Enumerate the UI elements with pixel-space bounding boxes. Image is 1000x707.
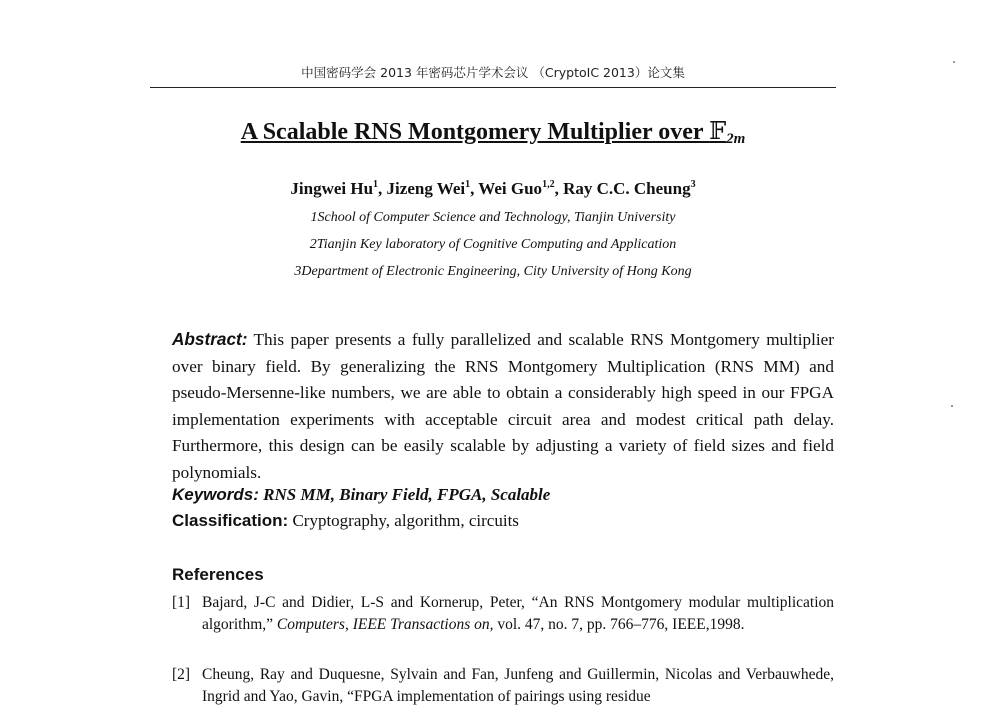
author-affiliation-mark: 1 (373, 179, 379, 190)
author-name: Jizeng Wei (386, 179, 466, 198)
author-separator: , (470, 179, 479, 198)
keywords-value: RNS MM, Binary Field, FPGA, Scalable (263, 485, 551, 504)
affiliation-2: 2Tianjin Key laboratory of Cognitive Computing and Application (309, 237, 677, 252)
proceedings-header: 中国密码学会 2013 年密码芯片学术会议 （CryptoIC 2013）论文集 (301, 65, 685, 80)
author-separator: , (378, 179, 387, 198)
header-rule (150, 87, 836, 88)
author-affiliation-mark: 3 (690, 179, 696, 190)
field-subscript: 2m (726, 131, 746, 147)
keywords (172, 485, 834, 505)
abstract-text: This paper presents a fully parallelized and scalable RNS Montgomery multiplier over binary field. By generalizing the RNS Montgomery Multiplication (RNS MM) and pseudo-Mersenne-like numbers, we are able to obtain a considerably high speed in our FPGA implementation experiments with acceptable circuit area and modest critical path delay. Furthermore, this design can be easily scalable by adjusting a variety of field sizes and field polynomials. (172, 330, 834, 482)
author-name: Jingwei Hu (290, 179, 374, 198)
scan-speck (953, 61, 955, 63)
author-name: Ray C.C. Cheung (563, 179, 691, 198)
affiliation-3: 3Department of Electronic Engineering, City University of Hong Kong (294, 264, 692, 279)
reference-item (172, 664, 834, 707)
reference-text: Bajard, J-C and Didier, L-S and Kornerup, Peter, “An RNS Montgomery modular multiplication algorithm,” (202, 594, 834, 633)
author-list (150, 179, 836, 199)
classification-label: Classification: (172, 511, 289, 530)
reference-number: [2] (172, 666, 191, 683)
references-heading: References (172, 565, 264, 584)
classification (172, 511, 834, 531)
title-text: A Scalable RNS Montgomery Multiplier over (240, 119, 710, 145)
affiliation-1: 1School of Computer Science and Technology, Tianjin University (310, 210, 676, 225)
paper-title (150, 117, 836, 148)
scan-speck (951, 405, 953, 407)
classification-value: Cryptography, algorithm, circuits (292, 511, 519, 530)
reference-text: Cheung, Ray and Duquesne, Sylvain and Fan, Junfeng and Guillermin, Nicolas and Verbauwhede, Ingrid and Yao, Gavin, “FPGA implementation of pairings using residue (202, 666, 834, 705)
author-name: Wei Guo (478, 179, 543, 198)
author-affiliation-mark: 1,2 (542, 179, 555, 190)
author-separator: , (554, 179, 564, 198)
abstract (172, 326, 834, 487)
reference-details: vol. 47, no. 7, pp. 766–776, IEEE,1998. (493, 615, 745, 633)
author-affiliation-mark: 1 (465, 179, 471, 190)
keywords-label: Keywords: (172, 485, 259, 504)
binary-field-symbol: 𝔽 (709, 117, 727, 145)
reference-item (172, 592, 834, 635)
reference-venue: Computers, IEEE Transactions on, (276, 615, 494, 633)
reference-number: [1] (172, 594, 191, 611)
abstract-label: Abstract: (172, 329, 248, 349)
